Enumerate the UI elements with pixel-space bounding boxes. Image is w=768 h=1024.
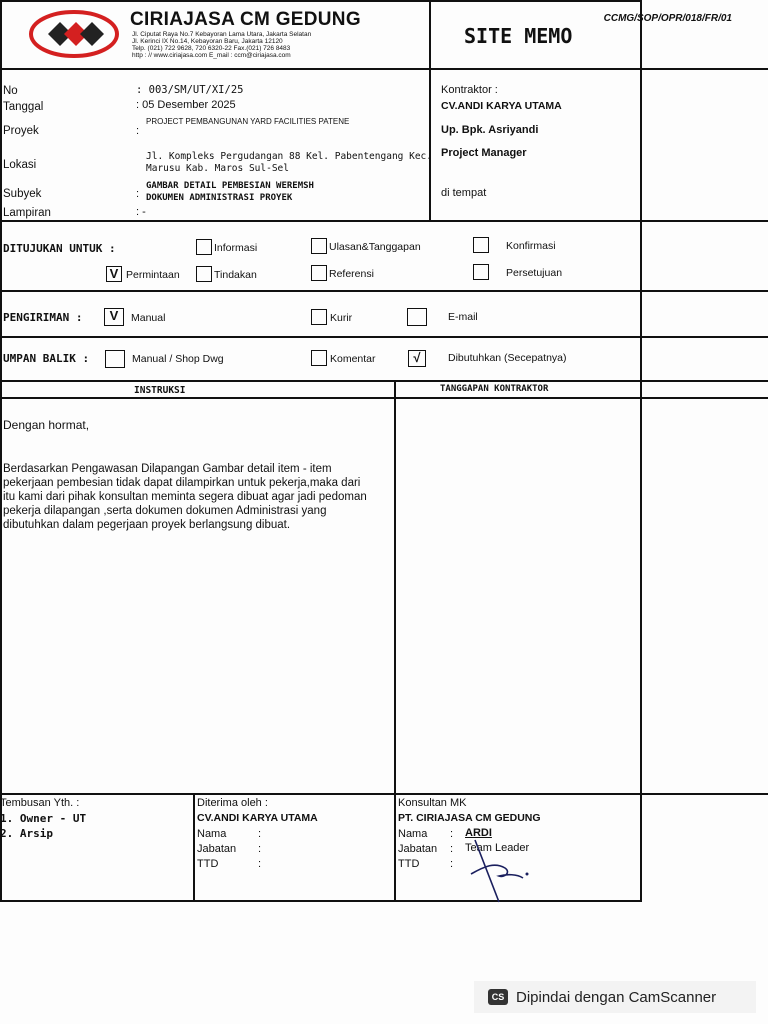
- diterima-nama-colon: :: [258, 828, 262, 840]
- company-address-2: Jl. Kerinci IX No.14, Kebayoran Baru, Jakarta 12120: [132, 38, 283, 45]
- contractor-label: Kontraktor :: [441, 84, 498, 96]
- header-divider: [429, 0, 431, 220]
- checkbox-persetujuan[interactable]: [473, 264, 489, 280]
- company-address-3: Telp. (021) 722 9628, 720 6320-22 Fax.(021) 726 8483: [132, 45, 291, 52]
- option-email-label: E-mail: [448, 311, 478, 323]
- signature-mark: [465, 834, 535, 904]
- no-label: No: [3, 85, 18, 97]
- no-value: : 003/SM/UT/XI/25: [136, 84, 244, 96]
- option-konfirmasi-label: Konfirmasi: [506, 240, 556, 252]
- checkbox-tindakan[interactable]: [196, 266, 212, 282]
- option-komentar-label: Komentar: [330, 353, 376, 365]
- instruksi-divider: [394, 380, 396, 793]
- checkbox-informasi[interactable]: [196, 239, 212, 255]
- lampiran-value: : -: [136, 206, 146, 218]
- subyek-line-2: DOKUMEN ADMINISTRASI PROYEK: [146, 193, 293, 203]
- body-line-5: dibutuhkan dalam pegerjaan proyek berlangsung dibuat.: [3, 519, 291, 531]
- camscanner-badge: [474, 981, 756, 1013]
- diterima-ttd-colon: :: [258, 858, 262, 870]
- contractor-person: Up. Bpk. Asriyandi: [441, 124, 539, 136]
- checkbox-manual[interactable]: V: [104, 308, 124, 326]
- diterima-nama-label: Nama: [197, 828, 227, 840]
- proyek-label: Proyek: [3, 125, 39, 137]
- tanggal-value: : 05 Desember 2025: [136, 99, 236, 111]
- body-line-3: itu kami dari pihak konsultan meminta segera dibuat agar jadi pedoman: [3, 491, 367, 503]
- camscanner-label: Dipindai dengan CamScanner: [516, 988, 717, 1006]
- proyek-colon: :: [136, 125, 140, 137]
- diterima-jabatan-label: Jabatan: [197, 843, 237, 855]
- tembusan-label: Tembusan Yth. :: [0, 797, 80, 809]
- option-permintaan-label: Permintaan: [126, 269, 180, 281]
- pengiriman-bottom-line: [0, 336, 768, 338]
- body-line-1: Berdasarkan Pengawasan Dilapangan Gambar detail item - item: [3, 463, 332, 475]
- subyek-line-1: GAMBAR DETAIL PEMBESIAN WEREMSH: [146, 181, 314, 191]
- option-persetujuan-label: Persetujuan: [506, 267, 563, 279]
- lampiran-label: Lampiran: [3, 207, 51, 219]
- checkbox-manual-shop-dwg[interactable]: [105, 350, 125, 368]
- checkbox-referensi[interactable]: [311, 265, 327, 281]
- subyek-label: Subyek: [3, 188, 42, 200]
- option-informasi-label: Informasi: [214, 242, 258, 254]
- konsultan-nama-value: ARDI: [465, 827, 492, 839]
- proyek-value: PROJECT PEMBANGUNAN YARD FACILITIES PATENE: [146, 117, 350, 126]
- body-line-2: pekerjaan pembesian tidak dapat dilampirkan untuk pekerja,maka dari: [3, 477, 361, 489]
- footer-divider-1: [193, 793, 195, 900]
- konsultan-jabatan-colon: :: [450, 843, 454, 855]
- company-logo: [28, 8, 120, 60]
- konsultan-jabatan-value: Team Leader: [465, 842, 530, 854]
- option-ulasan-tanggapan-label: Ulasan&Tanggapan: [329, 241, 421, 253]
- option-referensi-label: Referensi: [329, 268, 374, 280]
- konsultan-label: Konsultan MK: [398, 797, 467, 809]
- ditujukan-label: DITUJUKAN UNTUK :: [3, 242, 116, 255]
- checkbox-permintaan[interactable]: V: [106, 266, 122, 282]
- tembusan-item-2: 2. Arsip: [0, 827, 53, 840]
- checkbox-komentar[interactable]: [311, 350, 327, 366]
- diterima-jabatan-colon: :: [258, 843, 262, 855]
- tanggapan-header: TANGGAPAN KONTRAKTOR: [440, 384, 549, 394]
- body-line-4: pekerja dilapangan ,serta dokumen dokumen Administrasi yang: [3, 505, 327, 517]
- lokasi-label: Lokasi: [3, 159, 37, 171]
- tanggal-label: Tanggal: [3, 101, 44, 113]
- option-manual-label: Manual: [131, 312, 166, 324]
- checkbox-kurir[interactable]: [311, 309, 327, 325]
- section-header-line: [0, 397, 768, 399]
- camscanner-icon: CS: [488, 989, 508, 1005]
- greeting: Dengan hormat,: [3, 418, 90, 432]
- konsultan-nama-label: Nama: [398, 828, 428, 840]
- contractor-place: di tempat: [441, 187, 487, 199]
- contractor-position: Project Manager: [441, 147, 527, 159]
- checkbox-ulasan-tanggapan[interactable]: [311, 238, 327, 254]
- konsultan-nama-colon: :: [450, 828, 454, 840]
- info-bottom-line: [0, 220, 768, 222]
- instruksi-header: INSTRUKSI: [134, 385, 186, 396]
- contractor-name: CV.ANDI KARYA UTAMA: [441, 100, 562, 112]
- document-code: CCMG/SOP/OPR/018/FR/01: [603, 13, 732, 24]
- checkbox-email[interactable]: [407, 308, 427, 326]
- company-address-4: http : // www.ciriajasa.com E_mail : ccm@ciriajasa.com: [132, 52, 291, 59]
- tembusan-item-1: 1. Owner - UT: [0, 812, 87, 825]
- option-kurir-label: Kurir: [330, 312, 353, 324]
- company-name: CIRIAJASA CM GEDUNG: [130, 9, 361, 30]
- footer-top-line: [0, 793, 768, 795]
- konsultan-ttd-colon: :: [450, 858, 454, 870]
- diterima-company: CV.ANDI KARYA UTAMA: [197, 812, 318, 824]
- konsultan-company: PT. CIRIAJASA CM GEDUNG: [398, 812, 541, 824]
- diterima-label: Diterima oleh :: [197, 797, 268, 809]
- memo-title: SITE MEMO: [464, 24, 573, 48]
- konsultan-jabatan-label: Jabatan: [398, 843, 438, 855]
- diterima-ttd-label: TTD: [197, 858, 219, 870]
- subyek-colon: :: [136, 188, 140, 200]
- option-manual-shop-dwg-label: Manual / Shop Dwg: [132, 353, 224, 365]
- header-bottom-line: [0, 68, 768, 70]
- konsultan-ttd-label: TTD: [398, 858, 420, 870]
- lokasi-line-2: Marusu Kab. Maros Sul-Sel: [146, 163, 289, 174]
- checkbox-konfirmasi[interactable]: [473, 237, 489, 253]
- footer-divider-2: [394, 793, 396, 900]
- ditujukan-bottom-line: [0, 290, 768, 292]
- option-dibutuhkan-label: Dibutuhkan (Secepatnya): [448, 352, 567, 364]
- lokasi-line-1: Jl. Kompleks Pergudangan 88 Kel. Pabentengang Kec.: [146, 151, 432, 162]
- checkbox-dibutuhkan[interactable]: √: [408, 350, 426, 367]
- umpan-balik-label: UMPAN BALIK :: [3, 352, 90, 365]
- option-tindakan-label: Tindakan: [214, 269, 257, 281]
- umpan-balik-bottom-line: [0, 380, 768, 382]
- pengiriman-label: PENGIRIMAN :: [3, 311, 83, 324]
- company-address-1: Jl. Ciputat Raya No.7 Kebayoran Lama Utara, Jakarta Selatan: [132, 31, 312, 38]
